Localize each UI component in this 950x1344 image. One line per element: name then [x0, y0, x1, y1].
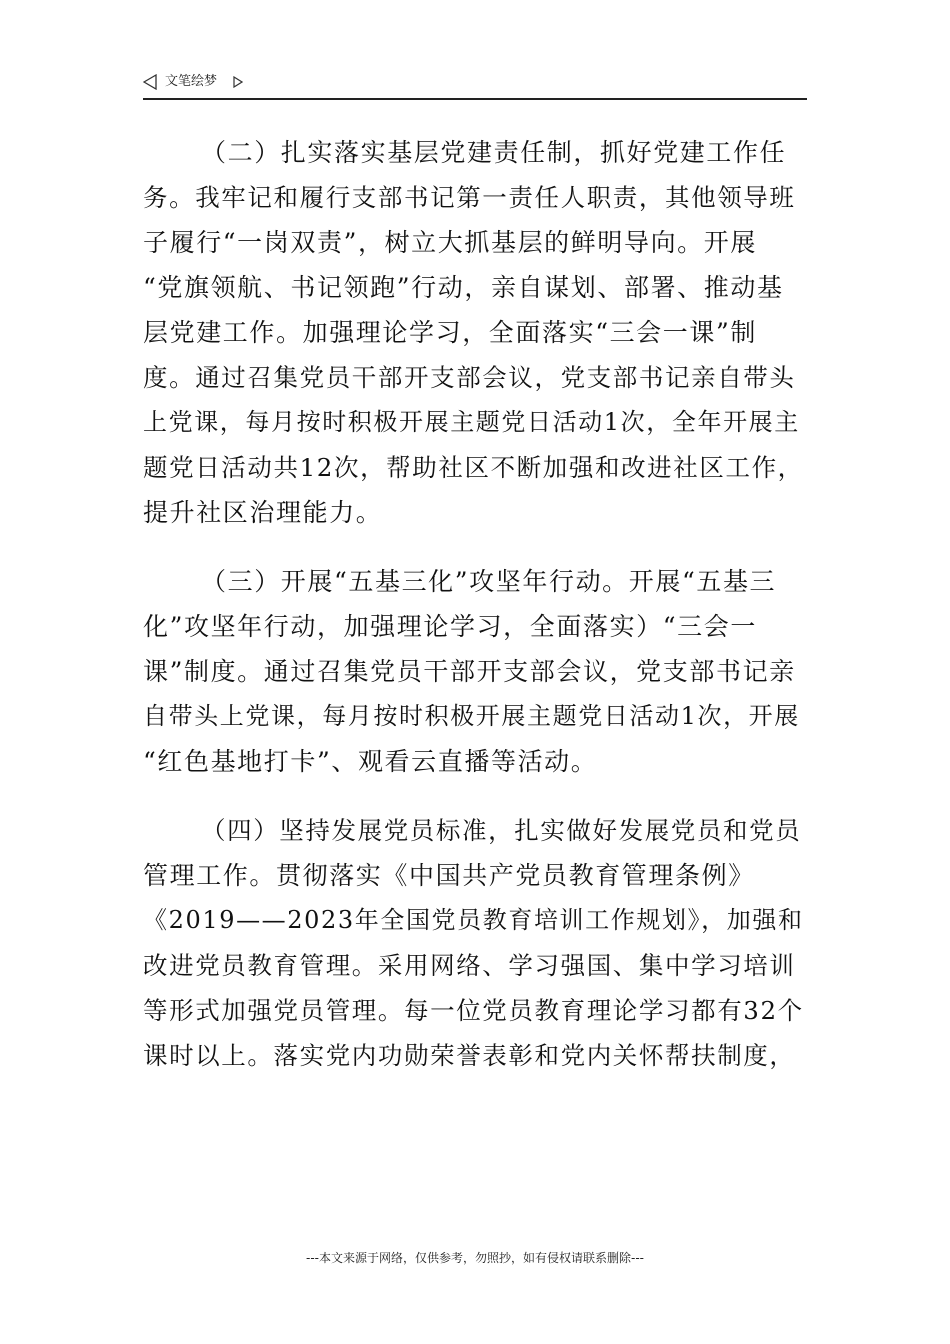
- footer-disclaimer: ---本文来源于网络，仅供参考，勿照抄，如有侵权请联系删除---: [306, 1251, 644, 1265]
- text-line: 上党课，每月按时积极开展主题党日活动1次，全年开展主: [143, 408, 800, 436]
- header-title: 文笔绘梦: [165, 74, 218, 89]
- text-line: 层党建工作。加强理论学习，全面落实“三会一课”制: [143, 318, 757, 347]
- text-line: “红色基地打卡”、观看云直播等活动。: [143, 747, 598, 776]
- text-line: 务。我牢记和履行支部书记第一责任人职责，其他领导班: [143, 183, 796, 212]
- text-line: 提升社区治理能力。: [143, 498, 383, 527]
- text-line: 课”制度。通过召集党员干部开支部会议，党支部书记亲: [143, 657, 796, 686]
- document-body: [143, 130, 807, 1078]
- text-line: 子履行“一岗双责”，树立大抓基层的鲜明导向。开展: [143, 228, 757, 257]
- text-line: 度。通过召集党员干部开支部会议，党支部书记亲自带头: [143, 363, 796, 392]
- text-line: （二）扎实落实基层党建责任制，抓好党建工作任: [201, 138, 787, 167]
- text-line: 《2019——2023年全国党员教育培训工作规划》，加强和: [143, 906, 804, 934]
- text-line: 管理工作。贯彻落实《中国共产党员教育管理条例》: [143, 861, 755, 890]
- text-line: 题党日活动共12次，帮助社区不断加强和改进社区工作，: [143, 453, 804, 482]
- triangle-left-icon: [143, 74, 157, 90]
- paragraph-2: [143, 130, 807, 535]
- paragraph-4: [143, 808, 807, 1078]
- text-line: （四）坚持发展党员标准，扎实做好发展党员和党员: [201, 816, 802, 845]
- text-line: 化”攻坚年行动，加强理论学习，全面落实）“三会一: [143, 612, 757, 641]
- text-line: 自带头上党课，每月按时积极开展主题党日活动1次，开展: [143, 702, 800, 730]
- triangle-right-icon: [233, 76, 243, 88]
- page-header: [143, 72, 807, 100]
- text-line: 课时以上。落实党内功勋荣誉表彰和党内关怀帮扶制度，: [143, 1041, 796, 1070]
- paragraph-spacer: [143, 535, 807, 559]
- text-line: 等形式加强党员管理。每一位党员教育理论学习都有32个: [143, 996, 804, 1025]
- text-line: “党旗领航、书记领跑”行动，亲自谋划、部署、推动基: [143, 273, 784, 302]
- paragraph-spacer: [143, 784, 807, 808]
- text-line: 改进党员教育管理。采用网络、学习强国、集中学习培训: [143, 951, 796, 980]
- paragraph-3: [143, 559, 807, 784]
- text-line: （三）开展“五基三化”攻坚年行动。开展“五基三: [201, 567, 777, 596]
